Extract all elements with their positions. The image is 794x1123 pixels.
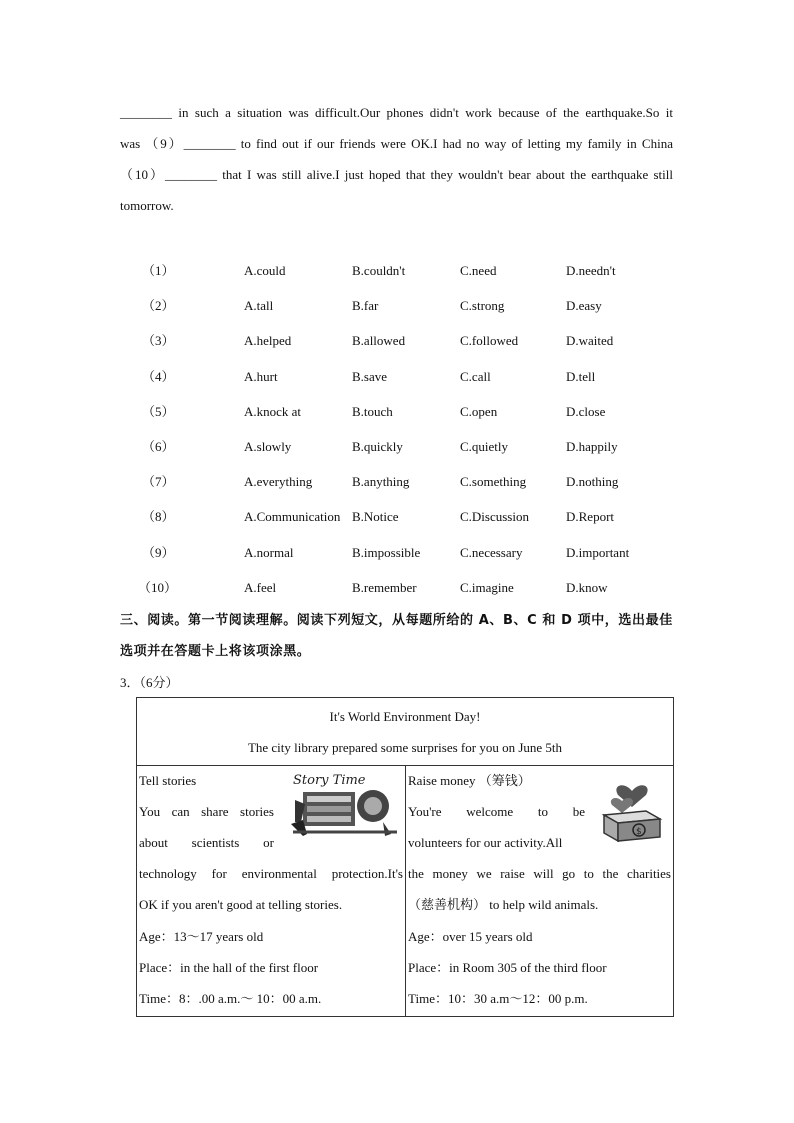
question-number: （4） <box>142 368 175 384</box>
option-b: B.impossible <box>352 544 421 560</box>
question-number: （10） <box>138 579 178 595</box>
place-info: Place：in the hall of the first floor <box>139 960 319 975</box>
option-d: D.needn't <box>566 263 616 278</box>
option-d: D.know <box>566 579 608 595</box>
question-number: （6） <box>142 438 175 454</box>
option-b: B.far <box>352 298 379 314</box>
question-number: （9） <box>142 544 175 560</box>
option-c: C.strong <box>460 298 505 314</box>
section-heading-line: 三、阅读。第一节阅读理解。阅读下列短文，从每题所给的 A、B、C 和 D 项中，选出最佳 <box>120 613 673 628</box>
option-a: A.feel <box>244 579 277 595</box>
passage-line: tomorrow. <box>120 198 174 213</box>
cell-line: the money we raise will go to the charities <box>408 866 671 881</box>
option-a: A.tall <box>244 298 274 314</box>
time-info: Time：8：.00 a.m.～ 10：00 a.m. <box>139 991 322 1006</box>
question-number: （7） <box>142 474 175 490</box>
place-info: Place：in Room 305 of the third floor <box>408 960 607 975</box>
cell-line: about scientists or <box>139 835 274 850</box>
option-d: D.close <box>566 403 606 419</box>
option-d: D.important <box>566 544 630 560</box>
option-a: A.hurt <box>244 368 278 384</box>
option-a: A.everything <box>244 474 313 490</box>
notice-subtitle: The city library prepared some surprises for you on June 5th <box>247 740 563 755</box>
option-b: B.save <box>352 368 388 384</box>
question-number: （5） <box>142 403 175 419</box>
option-a: A.Communication <box>244 509 341 525</box>
dollar-sign-icon: $ <box>636 827 642 837</box>
option-c: C.imagine <box>460 579 514 595</box>
option-c: C.need <box>460 263 497 278</box>
option-d: D.waited <box>566 333 614 349</box>
question-number: （2） <box>142 298 175 314</box>
question-number: （1） <box>142 263 175 278</box>
raise-money-cell <box>406 765 673 1016</box>
option-d: D.easy <box>566 298 602 314</box>
option-row <box>120 359 680 394</box>
option-a: A.slowly <box>244 438 292 454</box>
option-b: B.anything <box>352 474 410 490</box>
option-a: A.normal <box>244 544 294 560</box>
passage-line: was （9）________ to find out if our friends were OK.I had no way of letting my family in China <box>120 136 673 151</box>
option-c: C.something <box>460 474 527 490</box>
cell-line: volunteers for our activity.All <box>408 835 563 850</box>
option-c: C.call <box>460 368 491 384</box>
option-b: B.couldn't <box>352 263 406 278</box>
cell-heading: Tell stories <box>139 773 197 788</box>
option-row <box>120 253 680 288</box>
option-d: D.nothing <box>566 474 619 490</box>
cell-line: OK if you aren't good at telling stories. <box>139 897 343 912</box>
question-number: （8） <box>142 509 175 525</box>
cell-line: You're welcome to be <box>408 804 585 819</box>
option-c: C.open <box>460 403 498 419</box>
option-row <box>120 394 680 429</box>
option-b: B.Notice <box>352 509 399 525</box>
option-row <box>120 464 680 499</box>
option-row <box>120 323 680 358</box>
option-c: C.Discussion <box>460 509 529 525</box>
option-b: B.quickly <box>352 438 403 454</box>
cell-line: （慈善机构） to help wild animals. <box>408 897 599 912</box>
option-row <box>120 288 680 323</box>
passage-line: ________ in such a situation was difficult.Our phones didn't work because of the earthquake.So it <box>120 105 673 120</box>
passage-text <box>120 97 673 221</box>
option-b: B.remember <box>352 579 417 595</box>
cell-heading: Raise money （筹钱） <box>408 773 531 788</box>
option-a: A.knock at <box>244 403 302 419</box>
story-time-logo-text: Story Time <box>293 773 366 788</box>
tell-stories-cell <box>137 765 406 1016</box>
notice-table <box>136 697 674 1017</box>
option-d: D.tell <box>566 368 596 384</box>
option-d: D.Report <box>566 509 615 525</box>
story-time-illustration <box>287 770 405 840</box>
passage-line: （10）________ that I was still alive.I just hoped that they wouldn't bear about the earthquake still <box>120 167 673 182</box>
cell-line: technology for environmental protection.It's <box>139 866 403 881</box>
question-number: （3） <box>142 333 175 349</box>
option-b: B.allowed <box>352 333 406 349</box>
option-c: C.followed <box>460 333 519 349</box>
option-row <box>120 535 680 570</box>
notice-title: It's World Environment Day! <box>329 709 481 724</box>
time-info: Time：10：30 a.m～12：00 p.m. <box>408 991 588 1006</box>
section-heading <box>120 605 675 667</box>
donation-box-icon <box>598 771 668 843</box>
option-c: C.necessary <box>460 544 523 560</box>
option-d: D.happily <box>566 438 618 454</box>
option-a: A.could <box>244 263 286 278</box>
option-row <box>120 429 680 464</box>
option-a: A.helped <box>244 333 292 349</box>
option-row <box>120 570 680 605</box>
option-b: B.touch <box>352 403 393 419</box>
question-label: 3．（6分） <box>120 675 179 690</box>
option-c: C.quietly <box>460 438 509 454</box>
cell-line: You can share stories <box>139 804 274 819</box>
age-info: Age：over 15 years old <box>408 929 533 944</box>
option-row <box>120 499 680 534</box>
options-list <box>120 253 680 605</box>
section-heading-line: 选项并在答题卡上将该项涂黑。 <box>120 644 311 659</box>
age-info: Age：13～17 years old <box>139 929 264 944</box>
notice-header <box>137 698 673 766</box>
